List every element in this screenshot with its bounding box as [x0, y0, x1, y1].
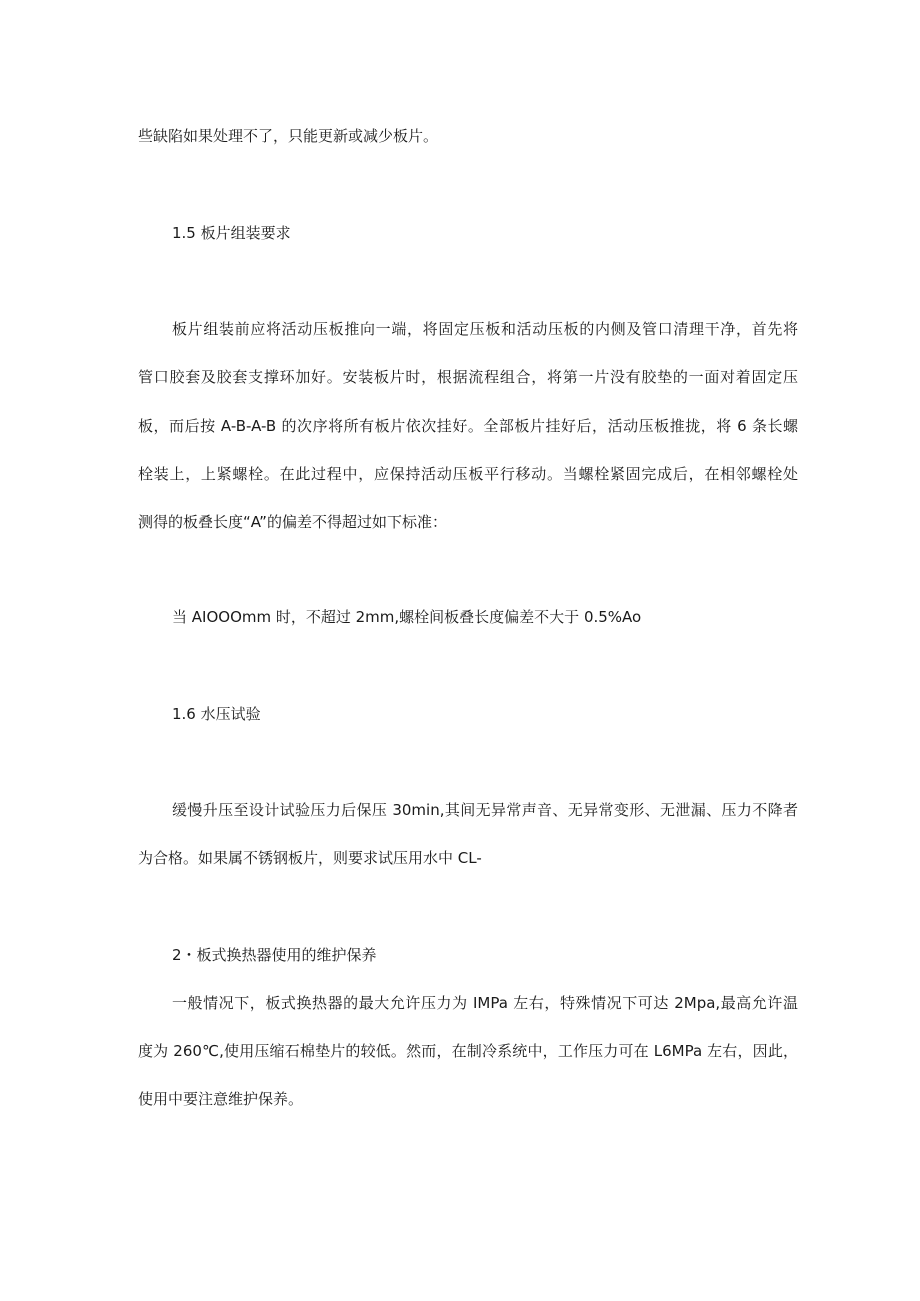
- paragraph-line: 些缺陷如果处理不了，只能更新或减少板片。: [138, 127, 439, 145]
- paragraph-line: 测得的板叠长度“A”的偏差不得超过如下标准：: [138, 513, 447, 531]
- paragraph-line: 度为 260℃,使用压缩石棉垫片的较低。然而，在制冷系统中，工作压力可在 L6MPa 左右，因此，: [138, 1042, 798, 1060]
- paragraph-line: 使用中要注意维护保养。: [138, 1090, 304, 1108]
- paragraph-line: 板片组装前应将活动压板推向一端，将固定压板和活动压板的内侧及管口清理干净，首先将: [172, 320, 798, 338]
- paragraph-line: 管口胶套及胶套支撑环加好。安装板片时，根据流程组合，将第一片没有胶垫的一面对着固定压: [138, 368, 798, 386]
- section-heading-1-5: 1.5 板片组装要求: [172, 224, 291, 242]
- paragraph-line: 栓装上，上紧螺栓。在此过程中，应保持活动压板平行移动。当螺栓紧固完成后，在相邻螺栓处: [138, 465, 798, 483]
- section-heading-1-6: 1.6 水压试验: [172, 705, 261, 723]
- paragraph-line: 板，而后按 A-B-A-B 的次序将所有板片依次挂好。全部板片挂好后，活动压板推拢，将 6 条长螺: [138, 417, 798, 435]
- paragraph-line: 当 AIOOOmm 时，不超过 2mm,螺栓间板叠长度偏差不大于 0.5%Ao: [172, 608, 642, 626]
- section-heading-2: 2・板式换热器使用的维护保养: [172, 946, 377, 964]
- paragraph-line: 缓慢升压至设计试验压力后保压 30min,其间无异常声音、无异常变形、无泄漏、压力不降者: [172, 801, 798, 819]
- paragraph-line: 为合格。如果属不锈钢板片，则要求试压用水中 CL-: [138, 849, 482, 867]
- paragraph-line: 一般情况下，板式换热器的最大允许压力为 IMPa 左右，特殊情况下可达 2Mpa,最高允许温: [172, 994, 798, 1012]
